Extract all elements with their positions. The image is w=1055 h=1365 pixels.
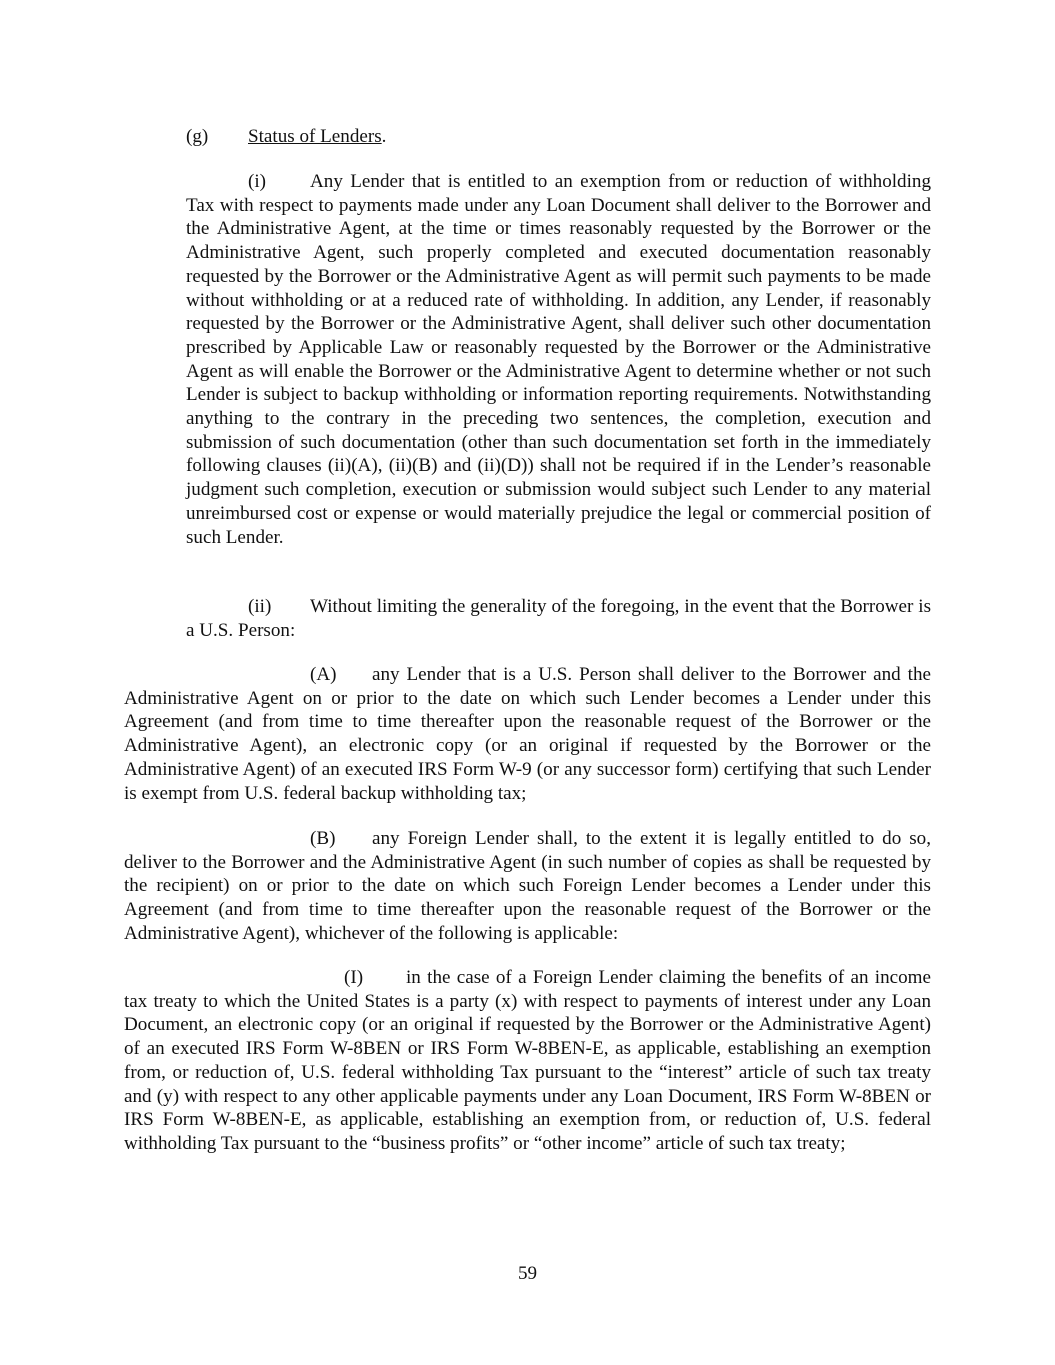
clause-i-text: Any Lender that is entitled to an exemption from or reduction of withholding Tax with respect to payments made under any Loan Document shall deliver to the Borrower and the Administrative Agent, at the time or times reasonably requested by the Borrower or the Administrative Agent, such properly completed and executed documentation reasonably requested by the Borrower or the Administrative Agent as will permit such payments to be made without withholding or at a reduced rate of withholding. In addition, any Lender, if reasonably requested by the Borrower or the Administrative Agent, shall deliver such other documentation prescribed by Applicable Law or reasonably requested by the Borrower or the Administrative Agent as will enable the Borrower or the Administrative Agent to determine whether or not such Lender is subject to backup withholding or information reporting requirements. Notwithstanding anything to the contrary in the preceding two sentences, the completion, execution and submission of such documentation (other than such documentation set forth in the immediately following clauses (ii)(A), (ii)(B) and (ii)(D)) shall not be required if in the Lender’s reasonable judgment such completion, execution or submission would subject such Lender to any material unreimbursed cost or expense or would materially prejudice the legal or commercial position of such Lender. (186, 171, 931, 548)
clause-A-text: any Lender that is a U.S. Person shall deliver to the Borrower and the Administrative Agent on or prior to the date on which such Lender becomes a Lender under this Agreement (and from time to time thereafter upon the reasonable request of the Borrower or the Administrative Agent), an electronic copy (or an original if requested by the Borrower or the Administrative Agent) of an executed IRS Form W-9 (or any successor form) certifying that such Lender is exempt from U.S. federal backup withholding tax; (124, 664, 931, 804)
section-heading-g (186, 125, 386, 149)
clause-B-text: any Foreign Lender shall, to the extent it is legally entitled to do so, deliver to the Borrower and the Administrative Agent (in such number of copies as shall be requested by the recipient) on or prior to the date on which such Foreign Lender becomes a Lender under this Agreement (and from time to time thereafter upon the reasonable request of the Borrower or the Administrative Agent), whichever of the following is applicable: (124, 828, 931, 944)
clause-A-paragraph (124, 663, 931, 805)
clause-ii-paragraph (186, 595, 931, 642)
clause-ii-label: (ii) (248, 596, 272, 617)
section-title: Status of Lenders (248, 126, 382, 147)
clause-I-paragraph (124, 966, 931, 1156)
clause-ii-text: Without limiting the generality of the foregoing, in the event that the Borrower is a U.S. Person: (186, 596, 931, 641)
page-number: 59 (517, 1263, 538, 1284)
section-title-period: . (381, 126, 387, 147)
clause-i-paragraph (186, 170, 931, 549)
section-label: (g) (186, 126, 209, 147)
clause-A-label: (A) (310, 664, 337, 685)
clause-i-label: (i) (248, 171, 267, 192)
clause-I-text: in the case of a Foreign Lender claiming the benefits of an income tax treaty to which the United States is a party (x) with respect to payments of interest under any Loan Document, an electronic copy (or an original if requested by the Borrower or the Administrative Agent) of an executed IRS Form W-8BEN or IRS Form W-8BEN-E, as applicable, establishing an exemption from, or reduction of, U.S. federal withholding Tax pursuant to the “interest” article of such tax treaty and (y) with respect to any other applicable payments under any Loan Document, IRS Form W-8BEN or IRS Form W-8BEN-E, as applicable, establishing an exemption from, or reduction of, U.S. federal withholding Tax pursuant to the “business profits” or “other income” article of such tax treaty; (124, 967, 931, 1154)
clause-B-paragraph (124, 827, 931, 946)
clause-I-label: (I) (344, 967, 364, 988)
clause-B-label: (B) (310, 828, 336, 849)
